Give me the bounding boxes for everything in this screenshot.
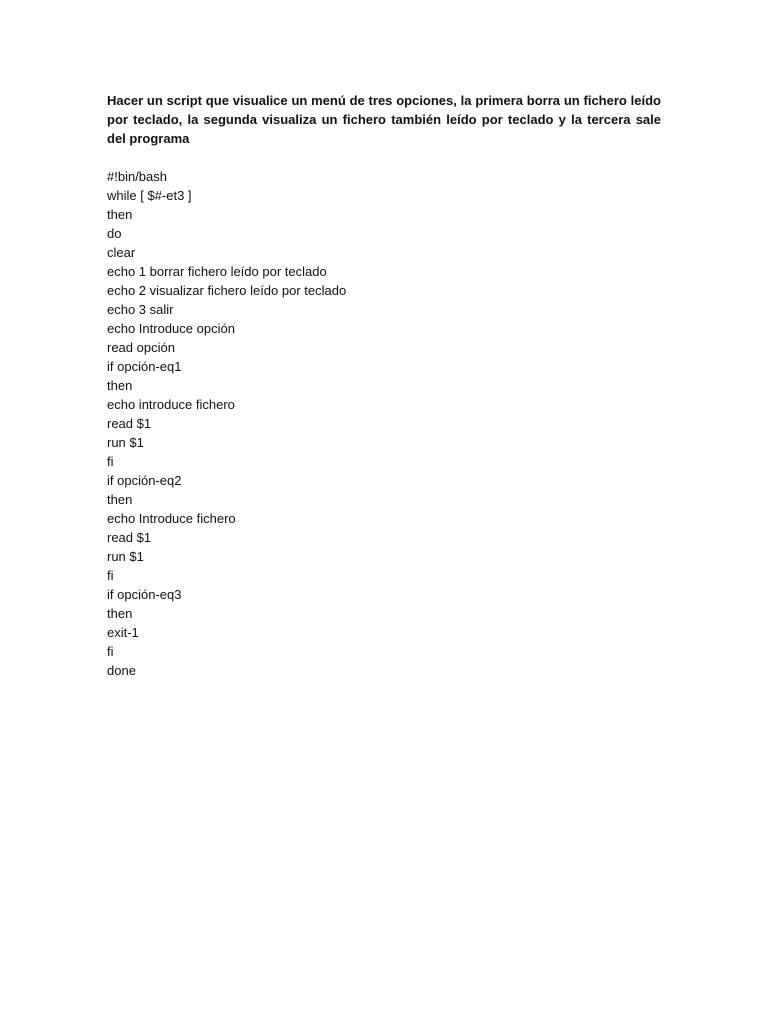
code-line: while [ $#-et3 ] — [107, 188, 192, 203]
code-line: then — [107, 207, 133, 222]
code-line: then — [107, 492, 133, 507]
code-line: echo Introduce fichero — [107, 511, 236, 526]
code-line: echo 1 borrar fichero leído por teclado — [107, 264, 327, 279]
code-line: echo introduce fichero — [107, 397, 235, 412]
code-line: exit-1 — [107, 625, 139, 640]
code-line: run $1 — [107, 435, 144, 450]
code-line: echo Introduce opción — [107, 321, 235, 336]
code-line: then — [107, 606, 133, 621]
code-line: do — [107, 226, 122, 241]
code-line: if opción-eq1 — [107, 359, 182, 374]
code-line: read $1 — [107, 416, 152, 431]
code-line: then — [107, 378, 133, 393]
code-line: fi — [107, 454, 114, 469]
script-code-block — [107, 167, 346, 680]
code-line: clear — [107, 245, 136, 260]
exercise-prompt: Hacer un script que visualice un menú de tres opciones, la primera borra un fichero leído por teclado, la segunda visualiza un fichero también leído por teclado y la tercera sale del programa — [107, 93, 661, 146]
code-line: #!bin/bash — [107, 169, 167, 184]
code-line: done — [107, 663, 136, 678]
code-line: echo 3 salir — [107, 302, 174, 317]
code-line: read $1 — [107, 530, 152, 545]
code-line: run $1 — [107, 549, 144, 564]
code-line: echo 2 visualizar fichero leído por teclado — [107, 283, 347, 298]
code-line: fi — [107, 568, 114, 583]
code-line: fi — [107, 644, 114, 659]
code-line: if opción-eq3 — [107, 587, 182, 602]
code-line: if opción-eq2 — [107, 473, 182, 488]
code-line: read opción — [107, 340, 175, 355]
